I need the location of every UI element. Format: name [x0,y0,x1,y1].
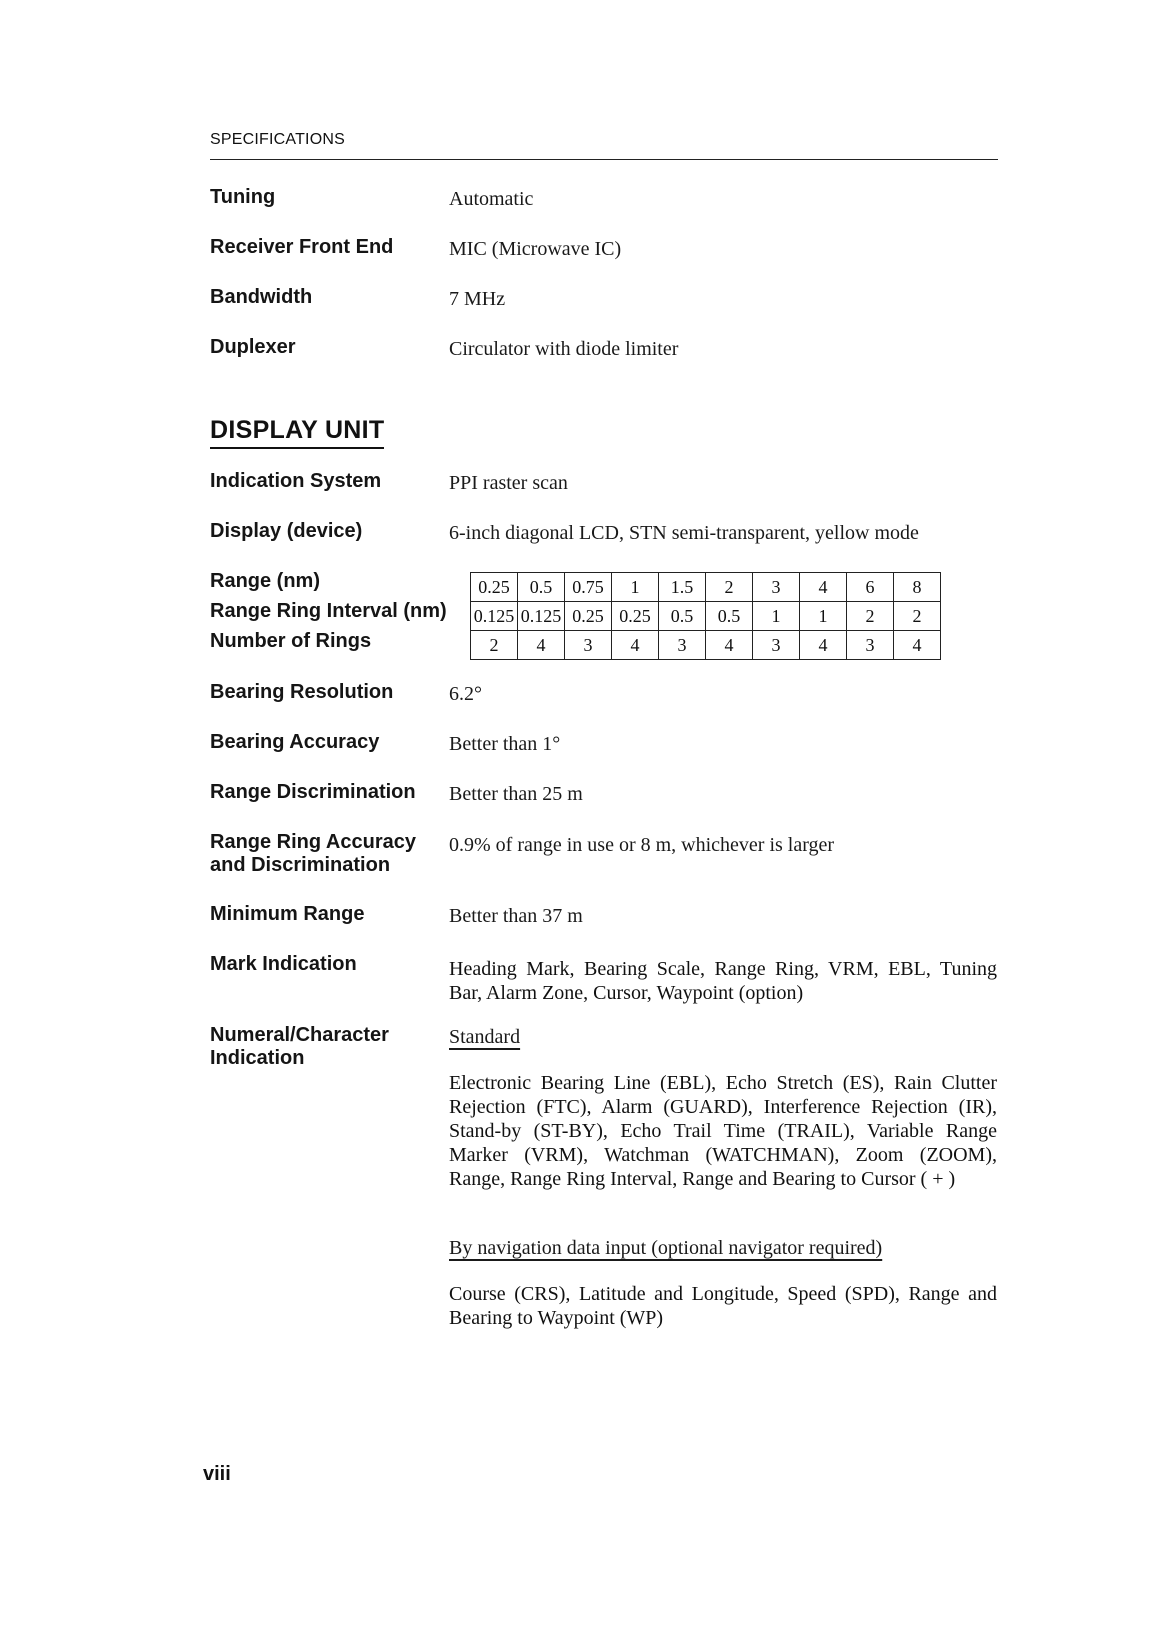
range-table-cell: 1 [800,602,847,631]
standard-heading: Standard [449,1026,521,1048]
range-table-cell: 4 [894,631,941,660]
range-table-cell: 1 [753,602,800,631]
range-table-cell: 4 [706,631,753,660]
range-table-cell: 2 [471,631,518,660]
spec-value-mark-indication: Heading Mark, Bearing Scale, Range Ring, VRM, EBL, Tuning Bar, Alarm Zone, Cursor, Waypoint (option) [449,958,997,1004]
range-table-cell: 0.25 [471,573,518,602]
range-table-cell: 0.5 [518,573,565,602]
range-table-cell: 0.25 [612,602,659,631]
standard-indications-text: Electronic Bearing Line (EBL), Echo Stretch (ES), Rain Clutter Rejection (FTC), Alarm (GUARD), Interference Rejection (IR), Stand-by (ST-BY), Echo Trail Time (TRAIL), Variable Range Marker (VRM), Watchman (WATCHMAN), Zoom (ZOOM), Range, Range Ring Interval, Range and Bearing to Cursor ( + ) [449,1072,997,1190]
spec-label-bandwidth: Bandwidth [210,286,313,308]
spec-label-numeral-character: Numeral/Character [210,1024,389,1046]
range-table-row-ring-interval [471,602,941,631]
spec-value-bearing-accuracy: Better than 1° [449,733,561,755]
range-table-cell: 1.5 [659,573,706,602]
header-rule [210,159,998,160]
spec-label-mark-indication: Mark Indication [210,953,357,975]
range-table-cell: 1 [612,573,659,602]
range-table-cell: 3 [753,573,800,602]
range-table-cell: 0.5 [659,602,706,631]
navigation-heading: By navigation data input (optional navigator required) [449,1237,883,1259]
range-table-cell: 0.5 [706,602,753,631]
range-table-cell: 4 [800,573,847,602]
range-table-cell: 0.125 [471,602,518,631]
spec-value-receiver-front-end: MIC (Microwave IC) [449,238,622,260]
spec-label-range-discrimination: Range Discrimination [210,781,416,803]
spec-label-range-ring-accuracy-line2: and Discrimination [210,854,391,876]
spec-label-numeral-character-line2: Indication [210,1047,305,1069]
range-table-cell: 0.25 [565,602,612,631]
spec-label-duplexer: Duplexer [210,336,296,358]
range-table-cell: 3 [659,631,706,660]
spec-value-minimum-range: Better than 37 m [449,905,583,927]
range-table-row-number-of-rings [471,631,941,660]
page-number: viii [203,1463,231,1485]
spec-value-range-discrimination: Better than 25 m [449,783,583,805]
range-table-cell: 3 [847,631,894,660]
running-header: SPECIFICATIONS [210,131,345,148]
spec-label-range-ring-accuracy: Range Ring Accuracy [210,831,416,853]
spec-value-indication-system: PPI raster scan [449,472,568,494]
spec-label-receiver-front-end: Receiver Front End [210,236,394,258]
spec-value-range-ring-accuracy: 0.9% of range in use or 8 m, whichever is larger [449,834,835,856]
spec-label-minimum-range: Minimum Range [210,903,365,925]
range-table-cell: 3 [565,631,612,660]
range-table-label-number-of-rings: Number of Rings [210,630,372,652]
range-table [470,572,941,660]
range-table-cell: 0.125 [518,602,565,631]
range-table-cell: 6 [847,573,894,602]
spec-label-display-device: Display (device) [210,520,363,542]
spec-label-indication-system: Indication System [210,470,382,492]
section-title-display-unit: DISPLAY UNIT [210,416,384,449]
range-table-cell: 2 [847,602,894,631]
spec-label-bearing-accuracy: Bearing Accuracy [210,731,380,753]
navigation-indications-text: Course (CRS), Latitude and Longitude, Speed (SPD), Range and Bearing to Waypoint (WP) [449,1283,997,1329]
range-table-cell: 4 [612,631,659,660]
range-table-cell: 0.75 [565,573,612,602]
spec-value-bandwidth: 7 MHz [449,288,506,310]
range-table-cell: 3 [753,631,800,660]
range-table-cell: 4 [518,631,565,660]
range-table-cell: 4 [800,631,847,660]
spec-value-display-device: 6-inch diagonal LCD, STN semi-transparent, yellow mode [449,522,919,544]
spec-label-tuning: Tuning [210,186,276,208]
range-table-cell: 8 [894,573,941,602]
range-table-label-range: Range (nm) [210,570,320,592]
range-table-row-range [471,573,941,602]
spec-label-bearing-resolution: Bearing Resolution [210,681,394,703]
range-table-cell: 2 [706,573,753,602]
spec-value-bearing-resolution: 6.2° [449,683,482,705]
range-table-cell: 2 [894,602,941,631]
range-table-label-ring-interval: Range Ring Interval (nm) [210,600,447,622]
spec-value-tuning: Automatic [449,188,534,210]
spec-value-duplexer: Circulator with diode limiter [449,338,679,360]
